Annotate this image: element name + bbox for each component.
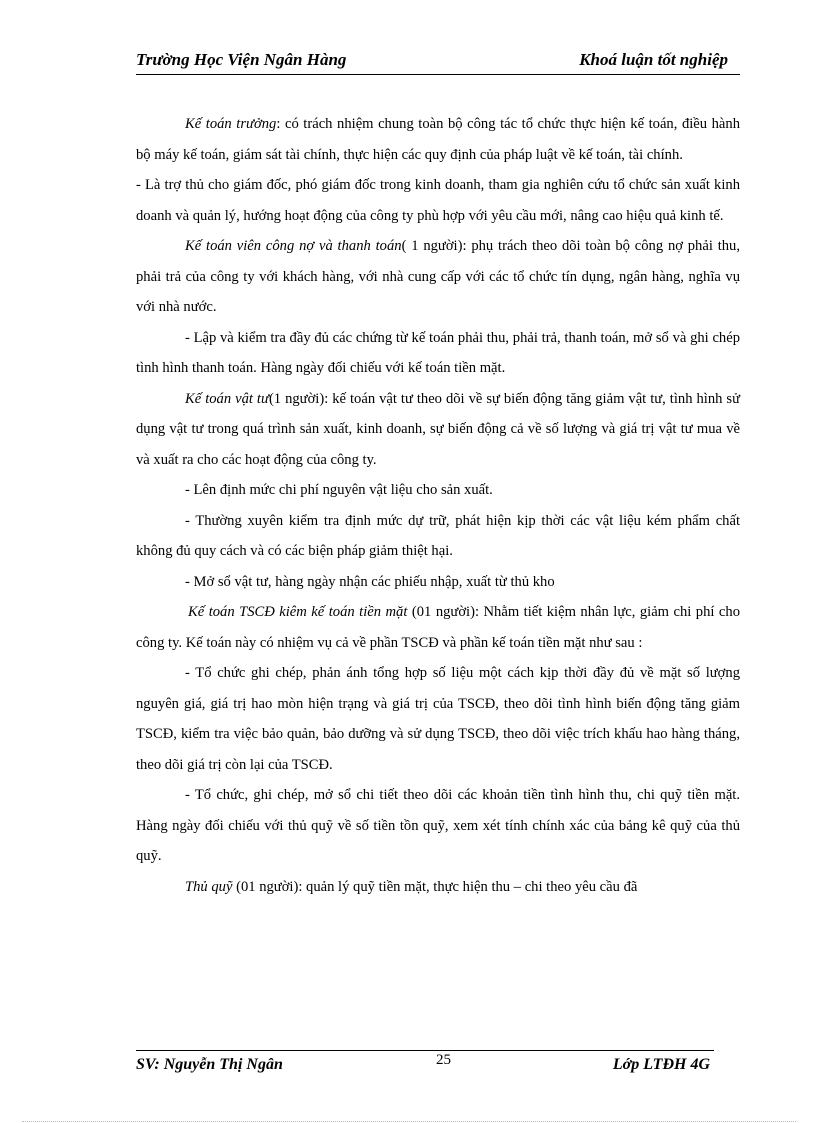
paragraph-lead: Kế toán vật tư bbox=[185, 390, 269, 407]
paragraph-text: - Tổ chức ghi chép, phản ánh tổng hợp số liệu một cách kịp thời đầy đủ về mặt số lượng nguyên giá, giá trị hao mòn hiện trạng và giá trị của TSCĐ, theo dõi tình hình biến động tăng giảm TSCĐ, kiểm tra việc bảo quản, bảo dưỡng và sử dụng TSCĐ, theo dõi việc trích khấu hao hàng tháng, theo dõi giá trị còn lại của TSCĐ. bbox=[136, 665, 740, 773]
paragraph-text: ( 1 người): phụ trách theo dõi toàn bộ công nợ phải thu, phải trả của công ty với khách hàng, với nhà cung cấp với các tổ chức tín dụng, ngân hàng, nghĩa vụ với nhà nước. bbox=[136, 238, 740, 315]
paragraph bbox=[136, 506, 740, 567]
paragraph-lead: Kế toán trưởng bbox=[185, 116, 277, 132]
paragraph-lead: Kế toán TSCĐ kiêm kế toán tiền mặt bbox=[188, 604, 408, 620]
paragraph-text: - Là trợ thủ cho giám đốc, phó giám đốc trong kinh doanh, tham gia nghiên cứu tổ chức sản xuất kinh doanh và quản lý, hướng hoạt động của công ty phù hợp với yêu cầu mới, nâng cao hiệu quả kinh tế. bbox=[136, 177, 740, 224]
header-title: Khoá luận tốt nghiệp bbox=[579, 50, 728, 69]
paragraph-text: - Lên định mức chi phí nguyên vật liệu cho sản xuất. bbox=[185, 482, 493, 498]
paragraph bbox=[136, 170, 740, 231]
paragraph bbox=[136, 323, 740, 384]
paragraph bbox=[136, 872, 740, 903]
paragraph-text: (01 người): quản lý quỹ tiền mặt, thực hiện thu – chi theo yêu cầu đã bbox=[232, 878, 638, 895]
paragraph-text: - Lập và kiểm tra đầy đủ các chứng từ kế toán phải thu, phải trả, thanh toán, mở sổ và ghi chép tình hình thanh toán. Hàng ngày đối chiếu với kế toán tiền mặt. bbox=[136, 329, 740, 376]
paragraph-text: - Mở sổ vật tư, hàng ngày nhận các phiếu nhập, xuất từ thủ kho bbox=[185, 573, 555, 590]
page-header bbox=[136, 48, 740, 75]
paragraph bbox=[136, 780, 740, 872]
footer-class: Lớp LTĐH 4G bbox=[612, 1056, 710, 1073]
paragraph bbox=[136, 231, 740, 323]
paragraph-lead: Thủ quỹ bbox=[185, 878, 233, 895]
page-number: 25 bbox=[436, 1052, 451, 1068]
footer-divider bbox=[136, 1050, 714, 1051]
paragraph-text: - Tổ chức, ghi chép, mở sổ chi tiết theo dõi các khoản tiền tình hình thu, chi quỹ tiền mặt. Hàng ngày đối chiếu với thủ quỹ về số tiền tồn quỹ, xem xét tính chính xác của bảng kê quỹ của thủ quỹ. bbox=[136, 787, 740, 864]
paragraph-lead: Kế toán viên công nợ và thanh toán bbox=[185, 238, 402, 254]
header-school: Trường Học Viện Ngân Hàng bbox=[136, 50, 347, 69]
paragraph bbox=[136, 658, 740, 780]
paragraph bbox=[136, 597, 740, 658]
paragraph bbox=[136, 475, 740, 506]
footer-student: SV: Nguyễn Thị Ngân bbox=[136, 1056, 283, 1073]
paragraph-text: : có trách nhiệm chung toàn bộ công tác tổ chức thực hiện kế toán, điều hành bộ máy kế toán, giám sát tài chính, thực hiện các quy định của pháp luật về kế toán, tài chính. bbox=[136, 116, 740, 163]
paragraph bbox=[136, 567, 740, 598]
page-footer bbox=[136, 1053, 714, 1077]
page-edge-divider bbox=[22, 1121, 796, 1122]
paragraph bbox=[136, 109, 740, 170]
document-body bbox=[136, 109, 740, 902]
paragraph bbox=[136, 384, 740, 476]
paragraph-text: (1 người): kế toán vật tư theo dõi về sự biến động tăng giảm vật tư, tình hình sử dụng vật tư trong quá trình sản xuất, kinh doanh, sự biến động cả về số lượng và giá trị vật tư mua về và xuất ra cho các hoạt động của công ty. bbox=[136, 390, 740, 468]
paragraph-text: (01 người): Nhằm tiết kiệm nhân lực, giảm chi phí cho công ty. Kế toán này có nhiệm vụ cả về phần TSCĐ và phần kế toán tiền mặt như sau : bbox=[136, 604, 741, 651]
paragraph-text: - Thường xuyên kiểm tra định mức dự trữ, phát hiện kịp thời các vật liệu kém phẩm chất không đủ quy cách và có các biện pháp giảm thiệt hại. bbox=[136, 512, 740, 559]
